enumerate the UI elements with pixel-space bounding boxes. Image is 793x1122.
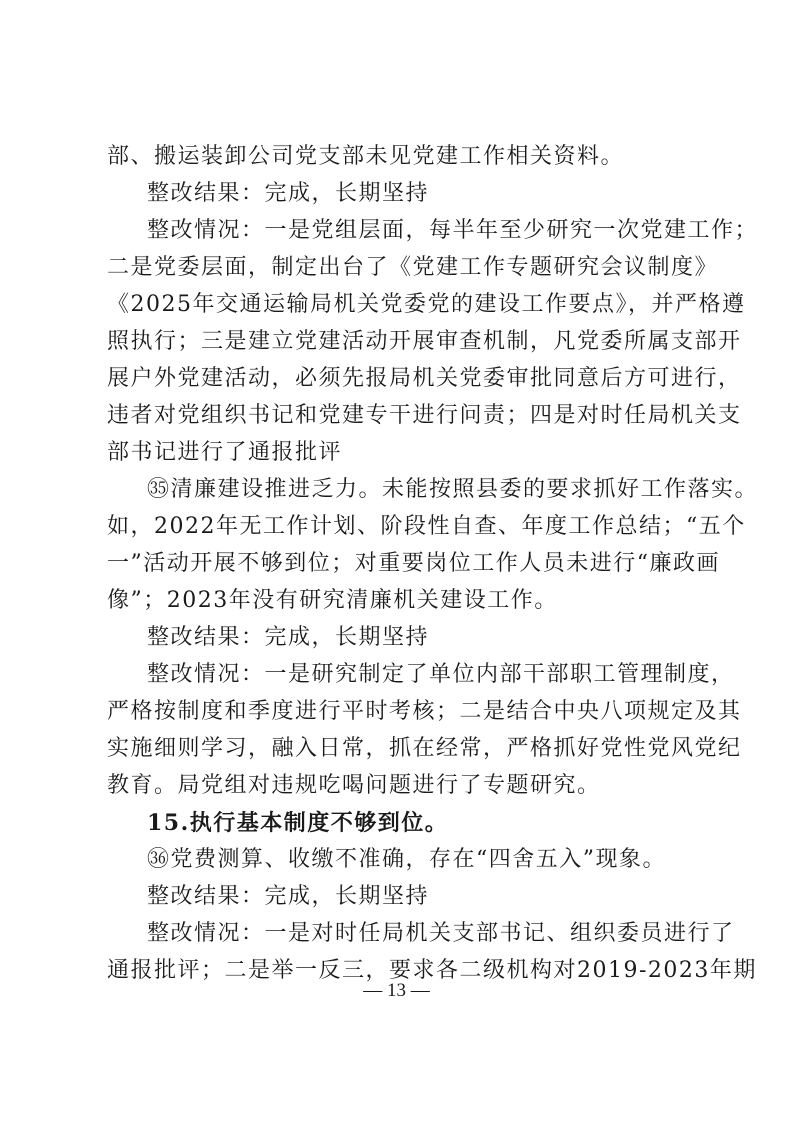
text-line: 像”；2023年没有研究清廉机关建设工作。 — [107, 588, 558, 613]
text-line: 违者对党组织书记和党建专干进行问责；四是对时任局机关支 — [107, 403, 742, 428]
text-line: 整改结果：完成，长期坚持 — [147, 181, 430, 206]
page-number: — 13 — — [363, 980, 430, 1001]
text-line: 整改情况：一是研究制定了单位内部干部职工管理制度， — [147, 662, 735, 687]
text-line: ㊱党费测算、收缴不准确，存在“四舍五入”现象。 — [147, 847, 666, 872]
text-line: 如，2022年无工作计划、阶段性自查、年度工作总结；“五个 — [107, 514, 746, 539]
text-line: 整改情况：一是党组层面，每半年至少研究一次党建工作； — [147, 218, 759, 243]
text-line: 展户外党建活动，必须先报局机关党委审批同意后方可进行， — [107, 366, 742, 391]
text-line: 二是党委层面，制定出台了《党建工作专题研究会议制度》 — [107, 255, 719, 280]
text-line: 实施细则学习，融入日常，抓在经常，严格抓好党性党风党纪 — [107, 736, 742, 761]
text-line: 整改结果：完成，长期坚持 — [147, 625, 430, 650]
text-line: 整改结果：完成，长期坚持 — [147, 884, 430, 909]
text-line: 严格按制度和季度进行平时考核；二是结合中央八项规定及其 — [107, 699, 742, 724]
text-line: 一”活动开展不够到位；对重要岗位工作人员未进行“廉政画 — [107, 551, 720, 576]
text-line: 部、搬运装卸公司党支部未见党建工作相关资料。 — [107, 144, 625, 169]
text-line: 教育。局党组对违规吃喝问题进行了专题研究。 — [107, 773, 601, 798]
text-line: 部书记进行了通报批评 — [107, 440, 343, 465]
text-line: 通报批评；二是举一反三，要求各二级机构对2019-2023年期 — [107, 958, 757, 983]
text-line: 照执行；三是建立党建活动开展审查机制，凡党委所属支部开 — [107, 329, 742, 354]
text-line: 整改情况：一是对时任局机关支部书记、组织委员进行了 — [147, 921, 735, 946]
text-line: 《2025年交通运输局机关党委党的建设工作要点》，并严格遵 — [107, 292, 746, 317]
section-heading: 15.执行基本制度不够到位。 — [147, 810, 449, 836]
text-line: ㉟清廉建设推进乏力。未能按照县委的要求抓好工作落实。 — [147, 477, 759, 502]
